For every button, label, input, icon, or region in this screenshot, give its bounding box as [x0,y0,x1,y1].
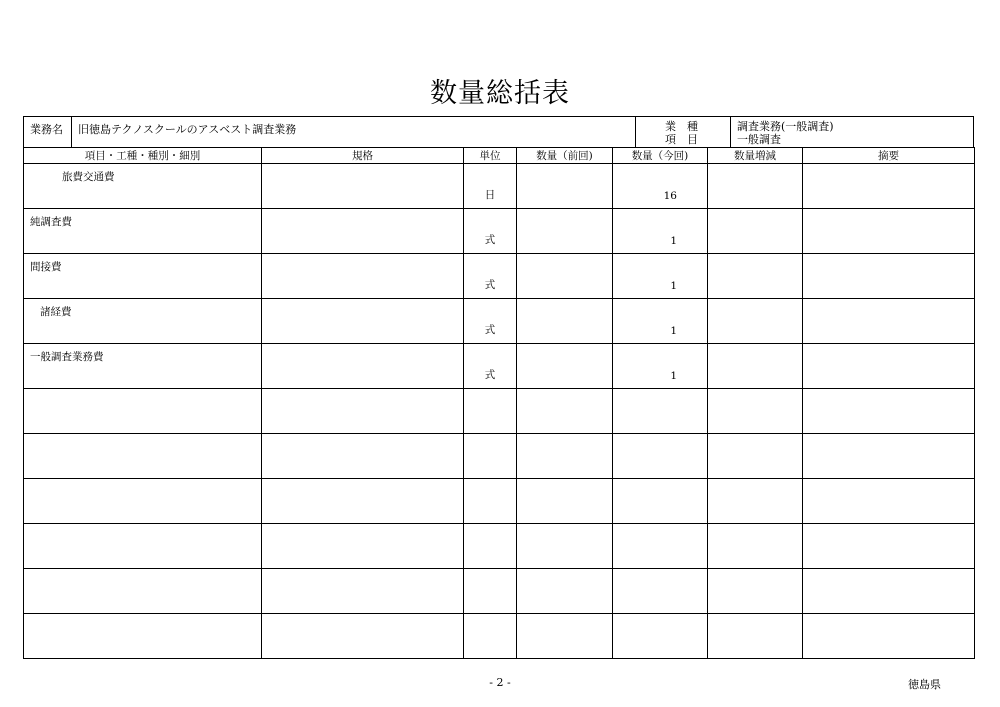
item-name: 一般調査業務費 [30,351,104,363]
spec-cell [262,299,464,344]
qty-diff-cell [708,344,803,389]
qty-diff-cell [708,434,803,479]
spec-cell [262,569,464,614]
unit-cell [464,209,517,254]
col-header-spec: 規格 [262,148,464,164]
curr-qty-cell [613,524,708,569]
prev-qty-cell [517,164,613,209]
remarks-cell [803,524,975,569]
spec-cell [262,164,464,209]
table-row [24,479,975,524]
item-name: 間接費 [30,261,62,273]
category-label-cell [636,117,731,147]
unit-cell [464,434,517,479]
table-row [24,614,975,659]
remarks-cell [803,209,975,254]
item-name-cell [24,299,262,344]
category-label-industry: 業 種 [665,120,698,133]
unit-cell [464,164,517,209]
curr-qty-cell [613,344,708,389]
item-name-cell [24,434,262,479]
table-row [24,389,975,434]
item-name-cell [24,209,262,254]
qty-diff-cell [708,209,803,254]
curr-qty: 1 [670,370,677,382]
item-name: 旅費交通費 [62,171,115,183]
col-header-item: 項目・工種・種別・細別 [24,148,262,164]
category-label-item: 項 目 [665,133,698,146]
item-name: 純調査費 [30,216,72,228]
qty-diff-cell [708,614,803,659]
curr-qty: 1 [670,280,677,292]
spec-cell [262,209,464,254]
item-name-cell [24,164,262,209]
unit-cell [464,479,517,524]
item-name-cell [24,389,262,434]
remarks-cell [803,434,975,479]
item-name-cell [24,614,262,659]
table-row [24,344,975,389]
prev-qty-cell [517,344,613,389]
prev-qty-cell [517,569,613,614]
curr-qty-cell [613,164,708,209]
unit: 式 [484,234,496,246]
remarks-cell [803,344,975,389]
category-value-item: 一般調査 [737,133,781,146]
prev-qty-cell [517,524,613,569]
table-row [24,209,975,254]
col-header-remarks: 摘要 [803,148,975,164]
remarks-cell [803,299,975,344]
business-name: 旧徳島テクノスクールのアスベスト調査業務 [78,123,297,136]
spec-cell [262,614,464,659]
spec-cell [262,344,464,389]
item-name-cell [24,569,262,614]
unit-cell [464,614,517,659]
table-row [24,524,975,569]
quantity-summary-table [23,147,975,659]
table-header-row [24,148,975,164]
unit-cell [464,524,517,569]
col-header-curr-qty: 数量（今回) [613,148,708,164]
curr-qty: 1 [670,325,677,337]
prefecture-label: 徳島県 [908,678,941,691]
col-header-qty-diff: 数量増減 [708,148,803,164]
unit-cell [464,254,517,299]
unit: 式 [484,369,496,381]
remarks-cell [803,164,975,209]
qty-diff-cell [708,164,803,209]
prev-qty-cell [517,299,613,344]
unit-cell [464,389,517,434]
curr-qty: 16 [663,190,677,202]
prev-qty-cell [517,389,613,434]
table-row [24,299,975,344]
prev-qty-cell [517,209,613,254]
item-name: 諸経費 [40,306,72,318]
curr-qty-cell [613,569,708,614]
curr-qty-cell [613,614,708,659]
remarks-cell [803,254,975,299]
category-value-cell [731,117,973,147]
qty-diff-cell [708,389,803,434]
col-header-prev-qty: 数量（前回) [517,148,613,164]
spec-cell [262,479,464,524]
unit: 日 [484,189,496,201]
unit: 式 [484,324,496,336]
item-name-cell [24,524,262,569]
col-header-unit: 単位 [464,148,517,164]
curr-qty-cell [613,479,708,524]
spec-cell [262,254,464,299]
qty-diff-cell [708,479,803,524]
prev-qty-cell [517,254,613,299]
qty-diff-cell [708,254,803,299]
curr-qty-cell [613,434,708,479]
spec-cell [262,434,464,479]
prev-qty-cell [517,479,613,524]
table-row [24,254,975,299]
unit: 式 [484,279,496,291]
business-header [23,116,974,147]
unit-cell [464,344,517,389]
item-name-cell [24,254,262,299]
curr-qty-cell [613,209,708,254]
curr-qty-cell [613,299,708,344]
qty-diff-cell [708,569,803,614]
table-row [24,569,975,614]
remarks-cell [803,614,975,659]
page-title: 数量総括表 [430,78,570,109]
curr-qty-cell [613,389,708,434]
qty-diff-cell [708,299,803,344]
remarks-cell [803,479,975,524]
unit-cell [464,299,517,344]
page-number: - 2 - [489,676,511,689]
remarks-cell [803,569,975,614]
category-value-industry: 調査業務(一般調査) [737,120,834,133]
qty-diff-cell [708,524,803,569]
remarks-cell [803,389,975,434]
item-name-cell [24,479,262,524]
spec-cell [262,524,464,569]
item-name-cell [24,344,262,389]
curr-qty-cell [613,254,708,299]
table-row [24,434,975,479]
prev-qty-cell [517,614,613,659]
unit-cell [464,569,517,614]
business-name-cell [72,117,636,147]
curr-qty: 1 [670,235,677,247]
business-label: 業務名 [30,123,63,136]
spec-cell [262,389,464,434]
prev-qty-cell [517,434,613,479]
table-row [24,164,975,209]
business-label-cell [24,117,72,147]
